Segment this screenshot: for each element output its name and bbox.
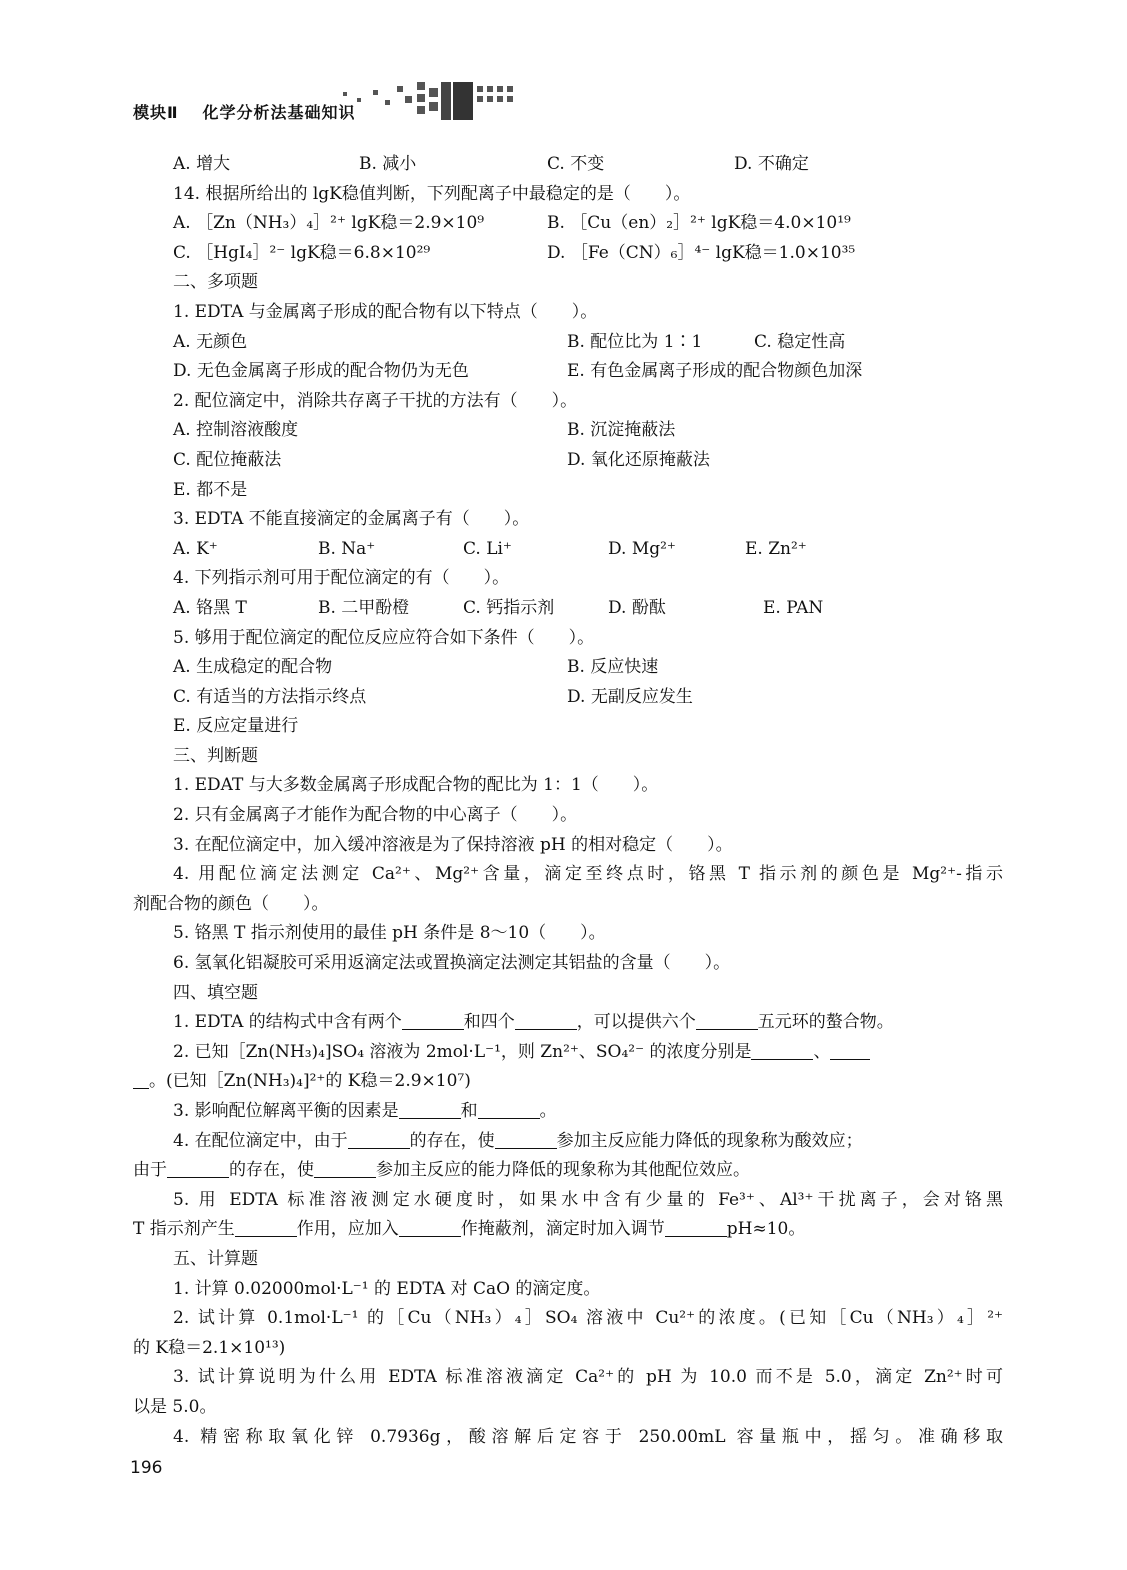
fill-text: 的存在，使 bbox=[409, 1130, 495, 1151]
answer-blank[interactable] bbox=[830, 1041, 870, 1060]
fill-text: 、 bbox=[813, 1041, 831, 1062]
option: C. 不变 bbox=[547, 154, 605, 174]
question-stem-cont: 剂配合物的颜色（ ）。 bbox=[133, 893, 329, 914]
option: B. 二甲酚橙 bbox=[318, 597, 410, 618]
page-number: 196 bbox=[130, 1458, 163, 1478]
option: E. 都不是 bbox=[173, 479, 248, 500]
options-row bbox=[133, 535, 1003, 565]
options-row bbox=[133, 653, 1003, 683]
option: C. 有适当的方法指示终点 bbox=[173, 686, 367, 707]
option: A. 铬黑 T bbox=[173, 597, 247, 618]
options-row bbox=[133, 446, 1003, 476]
option: E. Zn²⁺ bbox=[745, 538, 807, 559]
option: A. 生成稳定的配合物 bbox=[173, 657, 333, 678]
options-row bbox=[133, 683, 1003, 713]
section-title: 三、判断题 bbox=[173, 745, 258, 766]
answer-blank[interactable] bbox=[399, 1100, 461, 1119]
answer-blank[interactable] bbox=[495, 1130, 557, 1149]
option: E. 有色金属离子形成的配合物颜色加深 bbox=[567, 361, 863, 382]
question-stem: 3. 试计算说明为什么用 EDTA 标准溶液滴定 Ca²⁺的 pH 为 10.0 而不是 5.0，滴定 Zn²⁺时可 bbox=[173, 1367, 1003, 1388]
answer-blank[interactable] bbox=[696, 1011, 758, 1030]
options-row bbox=[133, 357, 1003, 387]
options-row bbox=[133, 209, 1003, 239]
answer-blank[interactable] bbox=[478, 1100, 540, 1119]
answer-blank[interactable] bbox=[751, 1041, 813, 1060]
fill-text: 2. 已知［Zn(NH₃)₄]SO₄ 溶液为 2mol·L⁻¹，则 Zn²⁺、SO₄²⁻ 的浓度分别是 bbox=[173, 1041, 752, 1062]
answer-blank[interactable] bbox=[515, 1011, 577, 1030]
option: B. 配位比为 1∶1 bbox=[567, 331, 703, 352]
fill-text: 参加主反应的能力降低的现象称为其他配位效应。 bbox=[376, 1160, 750, 1181]
section-title: 五、计算题 bbox=[173, 1248, 258, 1269]
option: D. ［Fe（CN）₆］⁴⁻ lgK稳＝1.0×10³⁵ bbox=[547, 242, 856, 263]
question-stem: 14. 根据所给出的 lgK稳值判断，下列配离子中最稳定的是（ ）。 bbox=[173, 183, 691, 204]
question-stem: 6. 氢氧化铝凝胶可采用返滴定法或置换滴定法测定其铝盐的含量（ ）。 bbox=[173, 953, 731, 974]
option: E. PAN bbox=[763, 597, 824, 618]
option: A. ［Zn（NH₃）₄］²⁺ lgK稳＝2.9×10⁹ bbox=[173, 213, 485, 234]
fill-text: 的存在，使 bbox=[229, 1160, 314, 1181]
options-row bbox=[133, 239, 1003, 269]
fill-question: 5. 用 EDTA 标准溶液测定水硬度时，如果水中含有少量的 Fe³⁺、Al³⁺干扰离子，会对铬黑 bbox=[173, 1189, 1003, 1210]
fill-text: 。 bbox=[539, 1101, 557, 1121]
module-title: 化学分析法基础知识 bbox=[202, 103, 356, 122]
option: D. 无色金属离子形成的配合物仍为无色 bbox=[173, 361, 469, 382]
option: D. Mg²⁺ bbox=[608, 538, 676, 559]
question-stem-cont: 的 K稳＝2.1×10¹³) bbox=[133, 1337, 286, 1358]
option: C. ［HgI₄］²⁻ lgK稳＝6.8×10²⁹ bbox=[173, 242, 431, 263]
option: C. Li⁺ bbox=[463, 538, 512, 559]
answer-blank[interactable] bbox=[665, 1218, 727, 1237]
fill-text: 参加主反应能力降低的现象称为酸效应； bbox=[556, 1130, 863, 1151]
answer-blank[interactable] bbox=[314, 1159, 376, 1178]
fill-question bbox=[133, 1127, 1003, 1157]
question-stem: 3. 在配位滴定中，加入缓冲溶液是为了保持溶液 pH 的相对稳定（ ）。 bbox=[173, 834, 733, 855]
fill-question bbox=[133, 1038, 1003, 1068]
option: B. ［Cu（en）₂］²⁺ lgK稳＝4.0×10¹⁹ bbox=[547, 213, 851, 234]
section-title: 四、填空题 bbox=[173, 982, 258, 1003]
fill-text: 。(已知［Zn(NH₃)₄]²⁺的 K稳＝2.9×10⁷) bbox=[149, 1071, 471, 1092]
fill-text: 1. EDTA 的结构式中含有两个 bbox=[173, 1012, 402, 1033]
page-header bbox=[133, 78, 473, 128]
question-stem-cont: 以是 5.0。 bbox=[133, 1396, 217, 1417]
question-stem: 1. EDTA 与金属离子形成的配合物有以下特点（ ）。 bbox=[173, 301, 598, 322]
options-row bbox=[133, 328, 1003, 358]
q13-options bbox=[133, 150, 1003, 180]
option: B. 反应快速 bbox=[567, 657, 659, 678]
header-title bbox=[133, 100, 356, 123]
option: B. Na⁺ bbox=[318, 538, 376, 559]
fill-question-cont bbox=[133, 1215, 1003, 1245]
fill-text: 由于 bbox=[133, 1160, 167, 1181]
fill-text: 和 bbox=[460, 1101, 478, 1121]
fill-text: 和四个 bbox=[463, 1012, 515, 1033]
fill-text: 五元环的螯合物。 bbox=[757, 1012, 894, 1033]
question-stem: 5. 够用于配位滴定的配位反应应符合如下条件（ ）。 bbox=[173, 627, 595, 648]
option: D. 酚酞 bbox=[608, 597, 666, 618]
option: B. 沉淀掩蔽法 bbox=[567, 420, 676, 441]
question-stem: 1. 计算 0.02000mol·L⁻¹ 的 EDTA 对 CaO 的滴定度。 bbox=[173, 1278, 601, 1299]
options-row bbox=[133, 594, 1003, 624]
option: A. 增大 bbox=[173, 154, 231, 174]
answer-blank[interactable] bbox=[133, 1070, 149, 1089]
exercise-content bbox=[133, 150, 1003, 1452]
question-stem: 4. 精密称取氧化锌 0.7936g，酸溶解后定容于 250.00mL 容量瓶中，摇匀。准确移取 bbox=[173, 1426, 1003, 1447]
question-stem: 4. 下列指示剂可用于配位滴定的有（ ）。 bbox=[173, 568, 510, 589]
answer-blank[interactable] bbox=[402, 1011, 464, 1030]
option: A. 无颜色 bbox=[173, 331, 248, 352]
option: B. 减小 bbox=[359, 154, 417, 174]
option: D. 不确定 bbox=[734, 154, 809, 174]
option: C. 稳定性高 bbox=[754, 331, 846, 352]
fill-text: 作用，应加入 bbox=[296, 1219, 399, 1240]
option: C. 钙指示剂 bbox=[463, 597, 555, 618]
option: A. K⁺ bbox=[173, 538, 218, 559]
question-stem: 2. 配位滴定中，消除共存离子干扰的方法有（ ）。 bbox=[173, 390, 578, 411]
module-label: 模块Ⅱ bbox=[133, 103, 179, 122]
fill-text: ，可以提供六个 bbox=[576, 1012, 696, 1033]
option: E. 反应定量进行 bbox=[173, 716, 299, 737]
answer-blank[interactable] bbox=[235, 1218, 297, 1237]
options-row bbox=[133, 416, 1003, 446]
option: A. 控制溶液酸度 bbox=[173, 420, 299, 441]
question-stem: 1. EDAT 与大多数金属离子形成配合物的配比为 1：1（ ）。 bbox=[173, 775, 659, 796]
answer-blank[interactable] bbox=[167, 1159, 229, 1178]
question-stem: 2. 试计算 0.1mol·L⁻¹ 的［Cu（NH₃）₄］SO₄ 溶液中 Cu²⁺的浓度。(已知［Cu（NH₃）₄］²⁺ bbox=[173, 1308, 1003, 1329]
option: C. 配位掩蔽法 bbox=[173, 449, 282, 470]
option: D. 氧化还原掩蔽法 bbox=[567, 449, 710, 470]
option: D. 无副反应发生 bbox=[567, 686, 693, 707]
fill-text: T 指示剂产生 bbox=[133, 1219, 235, 1240]
question-stem: 4. 用配位滴定法测定 Ca²⁺、Mg²⁺含量，滴定至终点时，铬黑 T 指示剂的颜色是 Mg²⁺-指示 bbox=[173, 864, 1003, 885]
fill-question-cont bbox=[133, 1067, 1003, 1097]
answer-blank[interactable] bbox=[399, 1218, 461, 1237]
fill-text: 作掩蔽剂，滴定时加入调节 bbox=[460, 1219, 665, 1240]
section-title: 二、多项题 bbox=[173, 272, 258, 293]
fill-text: pH≈10。 bbox=[726, 1219, 806, 1240]
fill-question-cont bbox=[133, 1156, 1003, 1186]
fill-text: 4. 在配位滴定中，由于 bbox=[173, 1130, 348, 1151]
fill-question bbox=[133, 1097, 1003, 1127]
question-stem: 3. EDTA 不能直接滴定的金属离子有（ ）。 bbox=[173, 509, 530, 530]
fill-question bbox=[133, 1008, 1003, 1038]
question-stem: 5. 铬黑 T 指示剂使用的最佳 pH 条件是 8～10（ ）。 bbox=[173, 923, 606, 944]
answer-blank[interactable] bbox=[348, 1130, 410, 1149]
header-decoration bbox=[333, 78, 583, 123]
question-stem: 2. 只有金属离子才能作为配合物的中心离子（ ）。 bbox=[173, 805, 578, 826]
fill-text: 3. 影响配位解离平衡的因素是 bbox=[173, 1101, 399, 1121]
